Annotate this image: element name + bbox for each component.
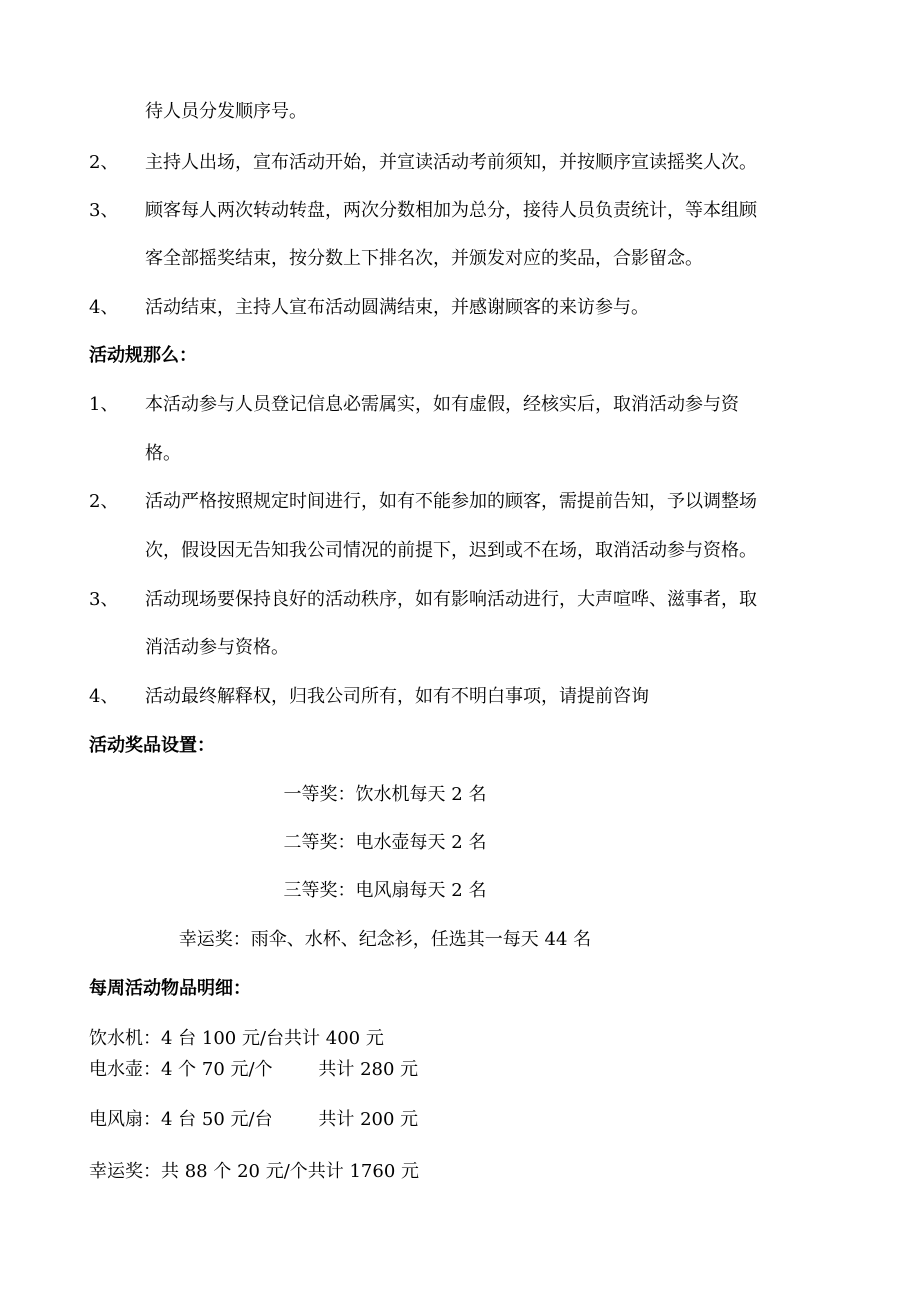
- procedure-item-number: 4、: [89, 297, 119, 318]
- procedure-item-number: 2、: [89, 152, 119, 173]
- rule-item-text: 格。: [145, 443, 181, 464]
- procedure-item-number: 3、: [89, 200, 119, 221]
- prize-line: 二等奖：电水壶每天 2 名: [283, 832, 487, 853]
- rule-item-number: 4、: [89, 686, 119, 707]
- procedure-continuation: 待人员分发顺序号。: [145, 101, 307, 122]
- prize-line: 三等奖：电风扇每天 2 名: [283, 880, 487, 901]
- rule-item-text: 本活动参与人员登记信息必需属实，如有虚假，经核实后，取消活动参与资: [145, 394, 739, 415]
- rule-item-text: 活动严格按照规定时间进行，如有不能参加的顾客，需提前告知，予以调整场: [145, 491, 757, 512]
- rule-item-number: 1、: [89, 394, 119, 415]
- weekly-item-line: 幸运奖：共 88 个 20 元/个共计 1760 元: [89, 1161, 420, 1182]
- prize-line: 一等奖：饮水机每天 2 名: [283, 784, 487, 805]
- weekly-item-line: 饮水机：4 台 100 元/台共计 400 元: [89, 1028, 384, 1049]
- rule-item-text: 活动现场要保持良好的活动秩序，如有影响活动进行，大声喧哗、滋事者，取: [145, 589, 757, 610]
- weekly-heading: 每周活动物品明细：: [89, 978, 251, 999]
- rule-item-number: 3、: [89, 589, 119, 610]
- rule-item-number: 2、: [89, 491, 119, 512]
- weekly-item-line: 电水壶：4 个 70 元/个 共计 280 元: [89, 1059, 419, 1080]
- rules-heading: 活动规那么：: [89, 345, 197, 366]
- procedure-item-text: 主持人出场，宣布活动开始，并宣读活动考前须知，并按顺序宣读摇奖人次。: [145, 152, 757, 173]
- prizes-heading: 活动奖品设置：: [89, 735, 215, 756]
- procedure-item-text: 顾客每人两次转动转盘，两次分数相加为总分，接待人员负责统计，等本组顾: [145, 200, 757, 221]
- weekly-item-line: 电风扇：4 台 50 元/台 共计 200 元: [89, 1109, 419, 1130]
- rule-item-text: 消活动参与资格。: [145, 637, 289, 658]
- procedure-item-text: 活动结束，主持人宣布活动圆满结束，并感谢顾客的来访参与。: [145, 297, 649, 318]
- prize-line: 幸运奖：雨伞、水杯、纪念衫，任选其一每天 44 名: [178, 929, 592, 950]
- rule-item-text: 活动最终解释权，归我公司所有，如有不明白事项，请提前咨询: [145, 686, 649, 707]
- rule-item-text: 次，假设因无告知我公司情况的前提下，迟到或不在场，取消活动参与资格。: [145, 540, 757, 561]
- procedure-item-text: 客全部摇奖结束，按分数上下排名次，并颁发对应的奖品，合影留念。: [145, 248, 703, 269]
